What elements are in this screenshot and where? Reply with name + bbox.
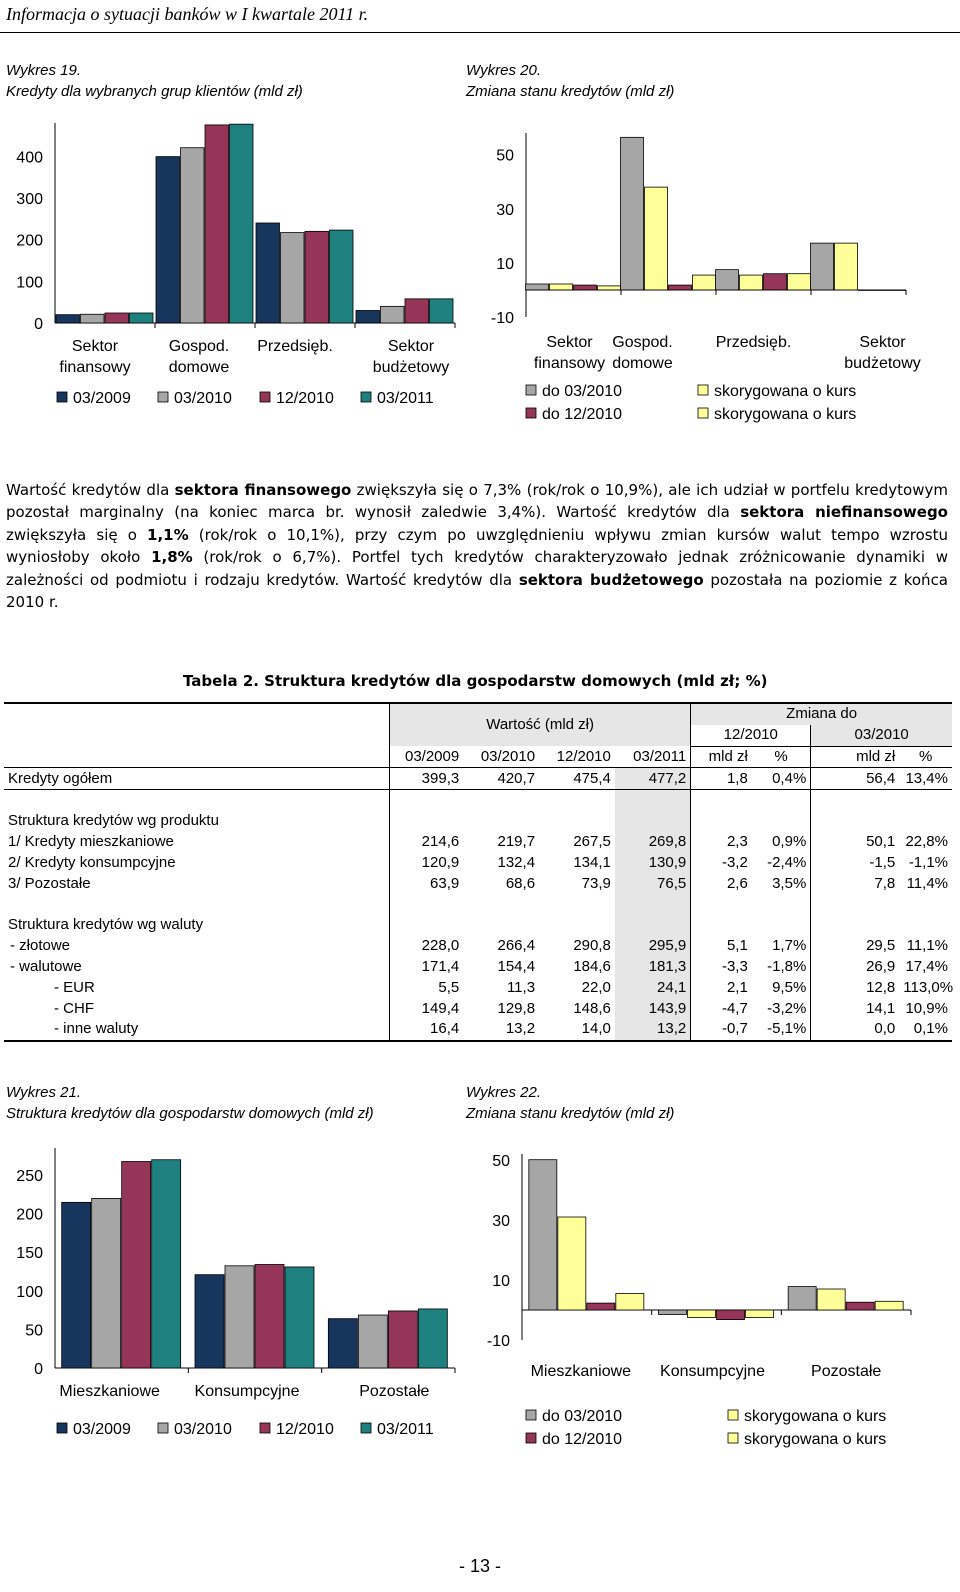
legend-label: skorygowana o kurs	[744, 1408, 887, 1425]
y-tick-label: 0	[34, 316, 43, 333]
text-run: zwiększyła się o	[6, 525, 148, 544]
chart19-caption	[6, 60, 303, 102]
change-period-03: 03/2010	[811, 725, 952, 746]
bar	[381, 306, 405, 323]
section-row-currency	[4, 915, 952, 936]
table-row-konsumpcyjne	[4, 853, 952, 874]
chart19-number: Wykres 19.	[6, 62, 82, 79]
cell: 149,4	[421, 999, 460, 1017]
cell: 120,9	[421, 853, 460, 871]
cell: 219,7	[497, 833, 536, 851]
x-category-label: Sektor	[859, 334, 906, 351]
x-category-label: domowe	[168, 359, 230, 376]
row-label: 1/ Kredyty mieszkaniowe	[4, 832, 390, 853]
bar	[388, 1311, 417, 1368]
cell: 2,1	[726, 978, 748, 996]
bar	[285, 1267, 314, 1368]
bold-run: sektora budżetowego	[518, 570, 704, 589]
bar	[717, 1310, 745, 1320]
bold-run: sektora finansowego	[174, 481, 352, 499]
bar	[817, 1289, 845, 1310]
bar	[659, 1310, 687, 1315]
y-tick-label: 200	[16, 1206, 43, 1224]
row-label: 2/ Kredyty konsumpcyjne	[4, 853, 390, 874]
bar	[81, 314, 105, 323]
header-row	[4, 703, 952, 725]
y-tick-label: 200	[16, 232, 43, 250]
col-header: mld zł	[708, 747, 748, 765]
cell: 0,0	[874, 1020, 896, 1038]
bar	[574, 285, 597, 290]
cell: 181,3	[615, 957, 691, 978]
legend-label: skorygowana o kurs	[714, 383, 857, 400]
spacer-row	[4, 790, 952, 811]
x-category-label: Sektor	[387, 338, 435, 355]
cell: 11,1%	[906, 937, 948, 955]
bar	[788, 274, 811, 290]
section-row-product	[4, 811, 952, 832]
x-category-label: Przedsięb.	[715, 334, 792, 351]
x-category-label: Gospod.	[168, 338, 230, 355]
chart20-number: Wykres 20.	[466, 62, 542, 79]
legend-label: do 12/2010	[542, 406, 623, 423]
cell: 184,6	[573, 957, 611, 975]
cell: 154,4	[497, 957, 536, 975]
bar	[356, 311, 380, 324]
y-tick-label: 250	[16, 1168, 43, 1186]
bar	[256, 223, 280, 323]
cell: -3,2	[721, 853, 748, 871]
cell: 228,0	[421, 937, 460, 955]
cell: -3,2%	[752, 998, 811, 1019]
col-header: 12/2010	[556, 747, 611, 765]
bar	[529, 1160, 557, 1310]
y-tick-label: 50	[496, 147, 514, 165]
legend-swatch	[526, 408, 536, 418]
chart21-number: Wykres 21.	[6, 1084, 82, 1101]
cell: 475,4	[573, 769, 611, 787]
x-category-label: Sektor	[71, 338, 119, 355]
legend-label: do 03/2010	[542, 383, 623, 400]
legend-swatch	[158, 1423, 168, 1433]
text-run: (rok/rok o 10,1%), przy czym po uwzględnieniu wpływu zmian kursów walut tempo wzrostu wyniosłoby około	[6, 525, 949, 567]
cell: 132,4	[497, 853, 536, 871]
cell: 0,4%	[752, 768, 811, 790]
cell: 143,9	[615, 998, 691, 1019]
bar	[740, 275, 763, 290]
cell: 3,5%	[752, 873, 811, 894]
chart21	[0, 1140, 470, 1450]
cell: 73,9	[581, 874, 611, 892]
bar	[358, 1315, 387, 1368]
bar	[281, 233, 305, 323]
cell: 113,0%	[903, 978, 954, 996]
y-tick-label: 30	[496, 201, 514, 219]
section-label: Struktura kredytów wg waluty	[4, 915, 390, 936]
col-header: mld zł	[856, 747, 896, 765]
x-category-label: budżetowy	[372, 359, 450, 376]
row-label: - EUR	[4, 977, 390, 998]
legend-label: do 03/2010	[542, 1408, 623, 1425]
bold-run: sektora niefinansowego	[740, 503, 948, 522]
bar	[616, 1294, 644, 1311]
cell: 22,8%	[905, 833, 948, 851]
y-tick-label: 150	[16, 1245, 43, 1263]
table-row-mieszkaniowe	[4, 832, 952, 853]
table-row-chf	[4, 998, 952, 1019]
cell: 399,3	[421, 769, 460, 787]
chart22-title: Zmiana stanu kredytów (mld zł)	[466, 1105, 675, 1122]
legend-label: 03/2010	[174, 390, 232, 407]
bar	[330, 230, 354, 323]
cell: 1,7%	[752, 936, 811, 957]
bar	[846, 1302, 874, 1310]
cell: 148,6	[573, 999, 611, 1017]
legend-label: 03/2010	[174, 1421, 232, 1438]
cell: -5,1%	[752, 1019, 811, 1041]
bar	[230, 124, 254, 323]
x-category-label: Mieszkaniowe	[530, 1363, 632, 1380]
x-category-label: finansowy	[533, 355, 606, 372]
section-label: Struktura kredytów wg produktu	[4, 811, 390, 832]
cell: 129,8	[497, 999, 536, 1017]
chart21-title: Struktura kredytów dla gospodarstw domowych (mld zł)	[6, 1105, 374, 1122]
bar	[598, 286, 621, 290]
bar	[205, 125, 229, 323]
header-rule	[0, 32, 960, 33]
legend-swatch	[728, 1410, 738, 1420]
table-row-pozostale	[4, 873, 952, 894]
cell: 26,9	[866, 957, 896, 975]
cell: 295,9	[615, 936, 691, 957]
row-label: Kredyty ogółem	[4, 768, 390, 790]
text-run: Wartość kredytów dla	[6, 481, 175, 499]
x-category-label: Konsumpcyjne	[660, 1363, 765, 1380]
legend-label: 12/2010	[276, 1421, 334, 1438]
x-category-label: Pozostałe	[359, 1383, 430, 1400]
bold-run: 1,1%	[147, 525, 189, 544]
y-tick-label: 10	[496, 255, 514, 273]
bar	[305, 231, 329, 323]
row-label: - inne waluty	[4, 1019, 390, 1041]
page-number: - 13 -	[458, 1556, 501, 1576]
cell: -4,7	[721, 999, 748, 1017]
cell: 266,4	[497, 937, 536, 955]
col-header: 03/2010	[480, 747, 536, 765]
legend-swatch	[361, 1423, 371, 1433]
cell: 2,3	[726, 833, 748, 851]
bar	[746, 1310, 774, 1318]
cell: 56,4	[866, 769, 896, 787]
y-tick-label: -10	[486, 1333, 510, 1350]
cell: -3,3	[721, 957, 748, 975]
x-category-label: Pozostałe	[811, 1363, 882, 1380]
y-tick-label: 300	[16, 191, 43, 208]
chart20-caption	[466, 60, 674, 102]
y-tick-label: 0	[34, 1361, 43, 1378]
table-title: Tabela 2. Struktura kredytów dla gospodarstw domowych (mld zł; %)	[183, 672, 768, 690]
bar	[835, 243, 858, 290]
bar	[225, 1266, 254, 1368]
col-header: %	[918, 747, 933, 765]
col-header: 03/2011	[615, 746, 691, 768]
cell: 130,9	[615, 853, 691, 874]
bar	[883, 290, 906, 291]
cell: 2,6	[726, 874, 748, 892]
text-run: zwiększyła się o 7,3% (rok/rok o 10,9%), ale ich udział w portfelu kredytowym pozostał marginalny (na koniec marca br. wynosił zaledwie 3,4%). Wartość kredytów dla	[6, 481, 948, 522]
legend-label: 03/2009	[73, 390, 131, 407]
x-category-label: Mieszkaniowe	[59, 1383, 160, 1400]
bar	[328, 1319, 357, 1368]
legend-swatch	[698, 408, 708, 418]
y-tick-label: 10	[492, 1273, 510, 1290]
legend-label: 03/2009	[73, 1421, 131, 1438]
chart19	[0, 115, 470, 415]
chart20-title: Zmiana stanu kredytów (mld zł)	[466, 83, 675, 100]
bar	[621, 137, 644, 290]
value-header: Wartość (mld zł)	[390, 703, 691, 746]
cell: 214,6	[421, 833, 460, 851]
bold-run: 1,8%	[151, 548, 193, 567]
cell: 22,0	[581, 978, 611, 996]
y-tick-label: 50	[25, 1322, 43, 1340]
cell: 134,1	[573, 853, 611, 871]
households-credit-table	[4, 702, 952, 1042]
legend-label: 12/2010	[276, 390, 334, 407]
chart20	[466, 115, 946, 435]
cell: 16,4	[430, 1020, 460, 1038]
table-row-zlotowe	[4, 936, 952, 957]
bar	[418, 1309, 447, 1368]
legend-label: 03/2011	[377, 390, 434, 407]
y-tick-label: -10	[490, 310, 514, 327]
bar	[788, 1287, 816, 1310]
change-header: Zmiana do	[691, 703, 952, 725]
bar	[430, 299, 454, 323]
chart22-caption	[466, 1082, 674, 1124]
legend-swatch	[361, 392, 371, 402]
cell: 5,5	[438, 978, 460, 996]
legend-label: skorygowana o kurs	[714, 406, 857, 423]
bar	[405, 299, 429, 323]
table-row-walutowe	[4, 957, 952, 978]
cell: -1,5	[869, 853, 896, 871]
table-row-total	[4, 768, 952, 790]
legend-swatch	[260, 392, 270, 402]
cell: 76,5	[615, 873, 691, 894]
chart21-caption	[6, 1082, 374, 1124]
text-run: (rok/rok o 6,7%). Portfel tych kredytów charakteryzowało jednak zróżnicowanie dynamiki w zależności od podmiotu i rodzaju kredytów. Wartość kredytów dla	[6, 548, 949, 589]
table-row-inne	[4, 1019, 952, 1041]
col-header: %	[752, 746, 811, 768]
legend-swatch	[526, 1433, 536, 1443]
blank-header	[4, 746, 390, 768]
cell: 0,1%	[913, 1020, 948, 1038]
x-category-label: Konsumpcyjne	[194, 1383, 300, 1400]
cell: 1,8	[726, 769, 748, 787]
bar	[693, 275, 716, 290]
cell: 17,4%	[905, 957, 948, 975]
row-label: - CHF	[4, 998, 390, 1019]
cell: 0,9%	[752, 832, 811, 853]
chart22	[466, 1140, 946, 1460]
column-header-row	[4, 746, 952, 768]
table-row-eur	[4, 977, 952, 998]
bar	[105, 313, 129, 323]
x-category-label: finansowy	[59, 359, 131, 376]
bar	[764, 274, 787, 290]
y-tick-label: 30	[492, 1213, 510, 1230]
cell: 11,3	[506, 978, 536, 996]
cell: 68,6	[505, 874, 536, 892]
bar	[587, 1303, 615, 1310]
cell: -1,1%	[908, 853, 948, 871]
bar	[645, 187, 668, 290]
bar	[156, 157, 180, 323]
x-category-label: domowe	[612, 355, 673, 372]
row-label: - walutowe	[4, 957, 390, 978]
cell: 24,1	[615, 977, 691, 998]
cell: 171,4	[421, 957, 460, 975]
legend-swatch	[260, 1423, 270, 1433]
cell: 10,9%	[905, 999, 948, 1017]
bar	[550, 284, 573, 290]
cell: 12,8	[866, 978, 896, 996]
text-run: pozostała na poziomie z końca 2010 r.	[6, 570, 949, 612]
col-header: 03/2009	[404, 747, 460, 765]
chart19-title: Kredyty dla wybranych grup klientów (mld zł)	[6, 83, 303, 100]
y-tick-label: 100	[16, 1283, 43, 1301]
bar	[195, 1275, 224, 1368]
cell: -2,4%	[752, 853, 811, 874]
bar	[122, 1162, 151, 1368]
legend-swatch	[728, 1433, 738, 1443]
legend-label: skorygowana o kurs	[744, 1431, 887, 1448]
y-tick-label: 400	[16, 149, 43, 167]
document-header: Informacja o sytuacji banków w I kwartale 2011 r.	[6, 4, 369, 24]
legend-swatch	[526, 1410, 536, 1420]
bar	[526, 284, 549, 290]
spacer-row	[4, 894, 952, 915]
bar	[181, 148, 205, 323]
cell: 290,8	[573, 937, 611, 955]
legend-label: 03/2011	[377, 1421, 434, 1438]
cell: 14,0	[581, 1020, 611, 1038]
cell: 9,5%	[752, 977, 811, 998]
bar	[811, 243, 834, 290]
legend-label: do 12/2010	[542, 1431, 623, 1448]
cell: 7,8	[874, 874, 896, 892]
bar	[56, 315, 80, 323]
cell: -0,7	[721, 1020, 748, 1038]
bar	[130, 313, 154, 323]
cell: 269,8	[615, 832, 691, 853]
chart22-number: Wykres 22.	[466, 1084, 542, 1101]
cell: 11,4%	[906, 874, 948, 892]
legend-swatch	[526, 385, 536, 395]
row-label: - złotowe	[4, 936, 390, 957]
bar	[688, 1310, 716, 1318]
cell: 63,9	[430, 874, 460, 892]
bar	[716, 270, 739, 290]
bar	[255, 1264, 284, 1368]
blank-header	[4, 703, 390, 746]
legend-swatch	[698, 385, 708, 395]
x-category-label: Sektor	[546, 334, 593, 351]
cell: 5,1	[726, 937, 748, 955]
bar	[558, 1217, 586, 1310]
cell: 477,2	[615, 768, 691, 790]
cell: 13,2	[505, 1020, 536, 1038]
legend-swatch	[158, 392, 168, 402]
x-category-label: budżetowy	[844, 355, 921, 372]
cell: 13,2	[615, 1019, 691, 1041]
cell: 13,4%	[905, 769, 948, 787]
row-label: 3/ Pozostałe	[4, 873, 390, 894]
body-paragraph	[6, 479, 948, 613]
legend-swatch	[57, 392, 67, 402]
bar	[875, 1301, 903, 1310]
y-tick-label: 50	[492, 1153, 510, 1170]
bar	[669, 285, 692, 290]
cell: 50,1	[866, 833, 896, 851]
bar	[62, 1202, 91, 1368]
y-tick-label: 100	[16, 274, 43, 292]
legend-swatch	[57, 1423, 67, 1433]
bar	[152, 1160, 181, 1368]
cell: 29,5	[866, 937, 896, 955]
x-category-label: Przedsięb.	[257, 338, 333, 355]
change-period-12: 12/2010	[691, 725, 811, 746]
bar	[859, 290, 882, 291]
cell: -1,8%	[752, 957, 811, 978]
cell: 420,7	[497, 769, 536, 787]
cell: 14,1	[866, 999, 896, 1017]
cell: 267,5	[573, 833, 611, 851]
bar	[92, 1198, 121, 1368]
x-category-label: Gospod.	[612, 334, 673, 351]
